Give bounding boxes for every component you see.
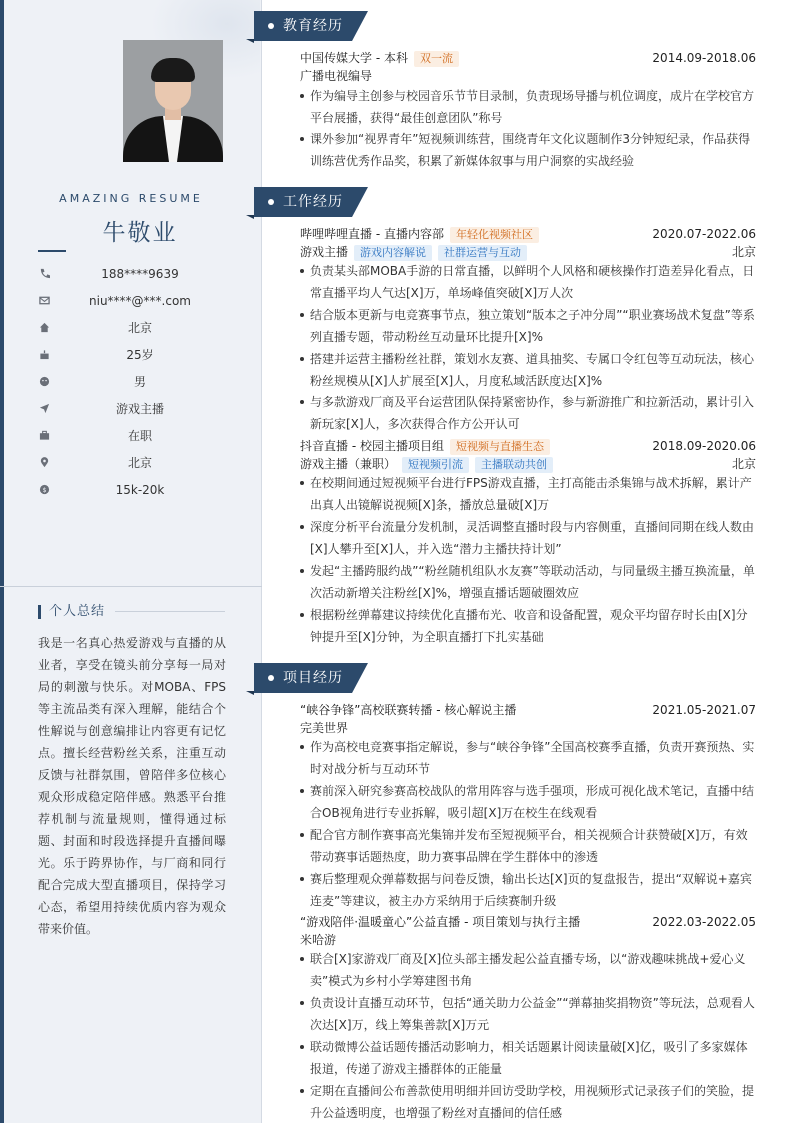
- project-bullet: 赛后整理观众弹幕数据与问卷反馈，输出长达[X]页的复盘报告，提出“双解说+嘉宾连麦”等建议，被主办方采纳用于后续赛制升级: [300, 868, 758, 912]
- project-bullet: 定期在直播间公布善款使用明细并回访受助学校，用视频形式记录孩子们的笑脸，提升公益透明度，也增强了粉丝对直播间的信任感: [300, 1080, 758, 1123]
- job-city: 北京: [731, 457, 756, 471]
- job-bullet: 结合版本更新与电竞赛事节点，独立策划“版本之子冲分周”“职业赛场战术复盘”等系列直播专题，带动粉丝互动量环比提升[X]%: [300, 304, 758, 348]
- info-value: niu****@***.com: [89, 294, 191, 308]
- job-role-row: [300, 243, 756, 261]
- school-tag: 双一流: [414, 51, 459, 67]
- info-value: 游戏主播: [115, 402, 164, 416]
- project-name: “峡谷争锋”高校联赛转播 - 核心解说主播: [300, 703, 517, 717]
- info-gender: [38, 373, 238, 391]
- svg-text:$: $: [41, 485, 47, 494]
- info-value: 北京: [127, 456, 152, 470]
- education-entry-head: [300, 49, 756, 67]
- project-entry-head: [300, 701, 756, 719]
- education-major-row: [300, 67, 756, 85]
- info-age: [38, 346, 238, 364]
- skill-tag: 短视频引流: [402, 457, 469, 473]
- job-bullet: 根据粉丝弹幕建议持续优化直播布光、收音和设备配置，观众平均留存时长由[X]分钟提升至[X]分钟，为全职直播打下扎实基础: [300, 604, 758, 648]
- salary-icon: [38, 484, 50, 496]
- project-date: 2022.03-2022.05: [652, 915, 756, 929]
- skill-tag: 社群运营与互动: [438, 245, 527, 261]
- project-name: “游戏陪伴·温暖童心”公益直播 - 项目策划与执行主播: [300, 915, 581, 929]
- job-entry-head: [300, 225, 756, 243]
- project-bullet: 联动微博公益话题传播活动影响力，相关话题累计阅读量破[X]亿，吸引了多家媒体报道，传递了游戏主播群体的正能量: [300, 1036, 758, 1080]
- project-entry-head: [300, 913, 756, 931]
- sidebar: [0, 0, 262, 1123]
- gender-icon: [38, 376, 50, 388]
- info-status: [38, 427, 238, 445]
- job-role-row: [300, 455, 756, 473]
- info-salary: [38, 481, 238, 499]
- info-value: 25岁: [126, 348, 154, 362]
- info-value: 15k-20k: [115, 483, 165, 497]
- job-date: 2020.07-2022.06: [652, 227, 756, 241]
- major: 广播电视编导: [300, 69, 373, 83]
- job-bullet: 在校期间通过短视频平台进行FPS游戏直播，主打高能击杀集锦与战术拆解，累计产出真人出镜解说视频[X]条，播放总量破[X]万: [300, 472, 758, 516]
- mail-icon: [38, 295, 50, 307]
- job-bullet: 与多款游戏厂商及平台运营团队保持紧密协作，参与新游推广和拉新活动，累计引入新玩家[X]人，多次获得合作方公开认可: [300, 391, 758, 435]
- project-bullet: 联合[X]家游戏厂商及[X]位头部主播发起公益直播专场，以“游戏趣味挑战+爱心义卖”模式为乡村小学筹建图书角: [300, 948, 758, 992]
- education-date: 2014.09-2018.06: [652, 51, 756, 65]
- job-entry-head: [300, 437, 756, 455]
- company-tag: 短视频与直播生态: [450, 439, 550, 455]
- phone-icon: [38, 268, 50, 280]
- info-location: [38, 454, 238, 472]
- section-header-projects: [246, 663, 376, 693]
- education-bullet: 作为编导主创参与校园音乐节节目录制，负责现场导播与机位调度，成片在学校官方平台展播，获得“最佳创意团队”称号: [300, 85, 758, 129]
- info-email: [38, 292, 238, 310]
- section-header-education: [246, 11, 376, 41]
- info-value: 188****9639: [101, 267, 179, 281]
- home-icon: [38, 322, 50, 334]
- company-name: 抖音直播 - 校园主播项目组: [300, 439, 444, 453]
- sidebar-accent-edge: [0, 0, 4, 1123]
- project-sub-row: [300, 931, 756, 949]
- section-title: 工作经历: [283, 194, 343, 210]
- skill-tag: 游戏内容解说: [354, 245, 432, 261]
- sidebar-divider: [0, 586, 262, 587]
- info-value: 男: [133, 375, 146, 389]
- job-role: 游戏主播: [300, 245, 349, 259]
- job-bullet: 发起“主播跨服约战”“粉丝随机组队水友赛”等联动活动，与同量级主播互换流量，单次活动新增关注粉丝[X]%，增强直播话题破圈效应: [300, 560, 758, 604]
- info-phone: [38, 265, 238, 283]
- info-value: 在职: [127, 429, 152, 443]
- school-name: 中国传媒大学 - 本科: [300, 51, 408, 65]
- project-bullet: 赛前深入研究参赛高校战队的常用阵容与选手强项，形成可视化战术笔记，直播中结合OB视角进行专业拆解，吸引超[X]万在校生在线观看: [300, 780, 758, 824]
- summary-text: 我是一名真心热爱游戏与直播的从业者，享受在镜头前分享每一局对局的刺激与快乐。对MOBA、FPS等主流品类有深入理解，能结合个性解说与创意编排让内容更有记忆点。擅长经营粉丝关系，注重互动反馈与社群氛围，曾陪伴多位核心观众形成稳定陪伴感。熟悉平台推荐机制与流量规则，懂得通过标题、封面和时段选择提升直播间曝光。乐于跨界协作，与厂商和同行配合完成大型直播项目，保持学习心态，希望用持续优质内容为观众带来价值。: [38, 636, 226, 936]
- job-bullet: 深度分析平台流量分发机制，灵活调整直播时段与内容侧重，直播间同期在线人数由[X]人攀升至[X]人，并入选“潜力主播扶持计划”: [300, 516, 758, 560]
- profile-photo: [123, 40, 223, 162]
- project-sub-row: [300, 719, 756, 737]
- send-icon: [38, 403, 50, 415]
- project-org: 完美世界: [300, 721, 349, 735]
- job-city: 北京: [731, 245, 756, 259]
- section-title: 教育经历: [283, 18, 343, 34]
- cake-icon: [38, 349, 50, 361]
- main-content: [262, 0, 794, 1123]
- info-hometown: [38, 319, 238, 337]
- info-value: 北京: [127, 321, 152, 335]
- project-bullet: 作为高校电竞赛事指定解说，参与“峡谷争锋”全国高校赛季直播，负责开赛预热、实时对战分析与互动环节: [300, 736, 758, 780]
- briefcase-icon: [38, 430, 50, 442]
- project-date: 2021.05-2021.07: [652, 703, 756, 717]
- company-tag: 年轻化视频社区: [450, 227, 539, 243]
- section-header-work: [246, 187, 376, 217]
- company-name: 哔哩哔哩直播 - 直播内容部: [300, 227, 444, 241]
- candidate-name: 牛敬业: [102, 220, 178, 246]
- resume-subtitle: AMAZING RESUME: [59, 192, 203, 205]
- info-target-role: [38, 400, 238, 418]
- project-org: 米哈游: [300, 933, 337, 947]
- project-bullet: 负责设计直播互动环节，包括“通关助力公益金”“弹幕抽奖捐物资”等玩法，总观看人次达[X]万，线上筹集善款[X]万元: [300, 992, 758, 1036]
- education-bullet: 课外参加“视界青年”短视频训练营，围绕青年文化议题制作3分钟短纪录，作品获得训练营优秀作品奖，积累了新媒体叙事与用户洞察的实战经验: [300, 128, 758, 172]
- job-date: 2018.09-2020.06: [652, 439, 756, 453]
- section-title: 项目经历: [283, 670, 343, 686]
- location-pin-icon: [38, 457, 50, 469]
- project-bullet: 配合官方制作赛事高光集锦并发布至短视频平台，相关视频合计获赞破[X]万，有效带动赛事话题热度，助力赛事品牌在学生群体中的渗透: [300, 824, 758, 868]
- job-bullet: 负责某头部MOBA手游的日常直播，以鲜明个人风格和硬核操作打造差异化看点，日常直播平均人气达[X]万，单场峰值突破[X]万人次: [300, 260, 758, 304]
- name-underline: [38, 250, 66, 252]
- summary-title: 个人总结: [49, 604, 106, 619]
- job-bullet: 搭建并运营主播粉丝社群，策划水友赛、道具抽奖、专属口令红包等互动玩法，核心粉丝规模从[X]人扩展至[X]人，月度私域活跃度达[X]%: [300, 348, 758, 392]
- skill-tag: 主播联动共创: [475, 457, 553, 473]
- job-role: 游戏主播（兼职）: [300, 457, 397, 471]
